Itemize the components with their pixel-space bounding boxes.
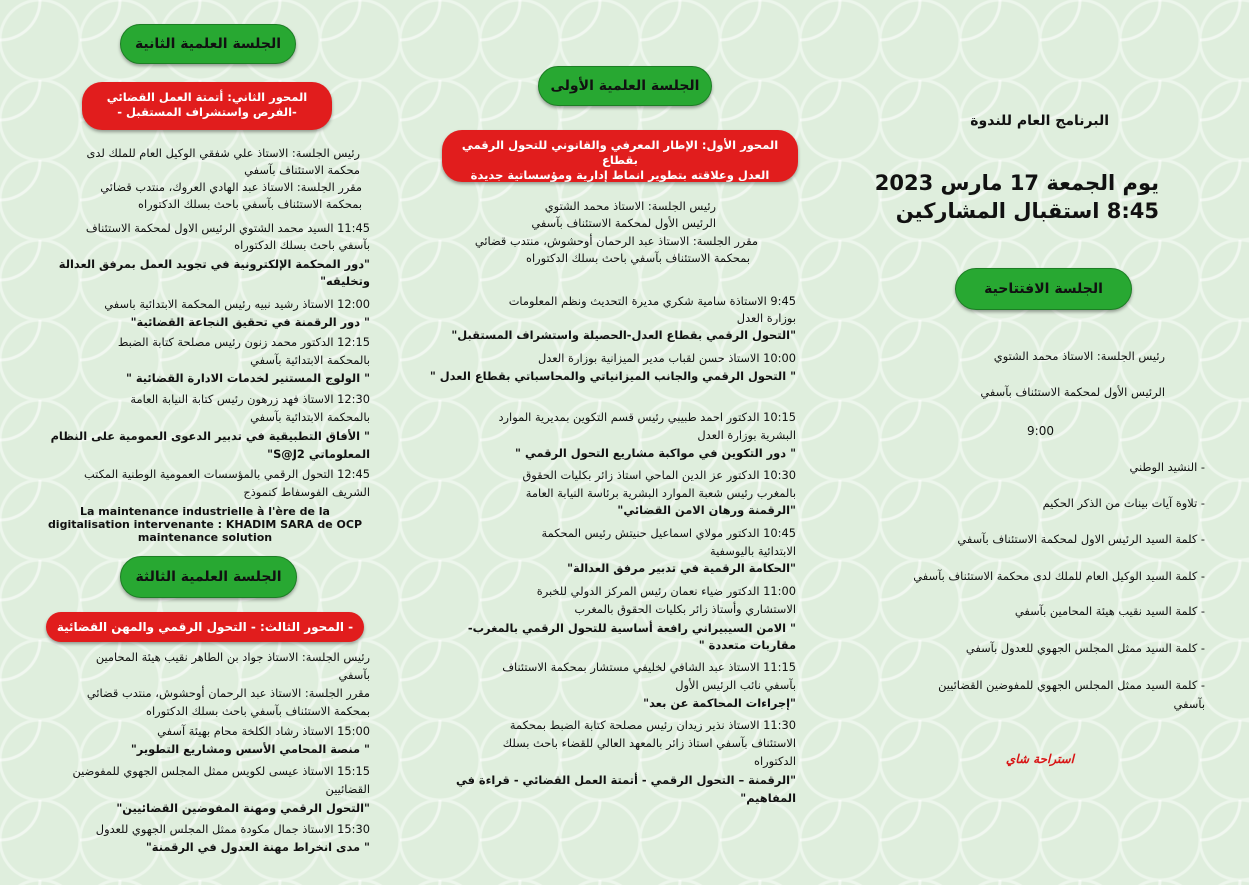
session2-line: "دور المحكمة الإلكترونية في تجويد العمل بمرفق العدالة bbox=[58, 257, 370, 271]
event-date: يوم الجمعة 17 مارس 2023 bbox=[874, 171, 1159, 195]
session1-line: بآسفي نائب الرئيس الأول bbox=[675, 678, 796, 692]
session1-line: 10:15 الدكتور احمد طبيبي رئيس قسم التكوين بمديرية الموارد bbox=[498, 410, 796, 424]
session1-line: "الرقمنة ورهان الامن القضائي" bbox=[617, 503, 796, 517]
session1-line: 10:30 الدكتور عز الدين الماحي استاذ زائر بكليات الحقوق bbox=[522, 468, 796, 482]
session1-line: بالمغرب رئيس شعبة الموارد البشرية برئاسة النيابة العامة bbox=[525, 486, 796, 500]
session1-line: 10:45 الدكتور مولاي اسماعيل حنيتش رئيس المحكمة bbox=[541, 526, 796, 540]
session1-line: "التحول الرقمي بقطاع العدل-الحصيلة واستشراف المستقبل" bbox=[451, 328, 796, 342]
session3-line: رئيس الجلسة: الاستاذ جواد بن الطاهر نقيب هيئة المحامين bbox=[95, 650, 370, 664]
second-axis-banner bbox=[82, 82, 332, 130]
second-session-pill: الجلسة العلمية الثانية bbox=[120, 24, 296, 64]
first-axis-banner bbox=[442, 130, 798, 182]
session1-line: الدكتوراه bbox=[754, 754, 796, 768]
first-axis-line: المحور الأول: الإطار المعرفي والقانوني للتحول الرقمي بقطاع bbox=[461, 138, 779, 167]
left-panel bbox=[0, 0, 410, 885]
session1-line: بوزارة العدل bbox=[736, 311, 796, 325]
session1-line: 11:00 الدكتور ضياء نعمان رئيس المركز الدولي للخبرة bbox=[536, 584, 796, 598]
opening-item: - كلمة السيد نقيب هيئة المحامين بآسفي bbox=[1014, 604, 1205, 618]
session2-line: محكمة الاستئناف بآسفي bbox=[244, 163, 360, 177]
session2-line: " الولوج المستنير لخدمات الادارة القضائية " bbox=[125, 371, 370, 385]
session1-line: الابتدائية باليوسفية bbox=[709, 544, 796, 558]
session1-line: "الحكامة الرقمية في تدبير مرفق العدالة" bbox=[567, 561, 796, 575]
session2-line: مقرر الجلسة: الاستاذ عبد الهادي العروك، منتدب قضائي bbox=[100, 180, 362, 194]
opening-item: - كلمة السيد الرئيس الاول لمحكمة الاستئناف بآسفي bbox=[957, 532, 1205, 546]
session1-line: 10:00 الاستاذ حسن لقباب مدير الميزانية بوزارة العدل bbox=[537, 351, 796, 365]
session2-line: بمحكمة الاستئناف بآسفي باحث بسلك الدكتوراه bbox=[138, 197, 362, 211]
third-axis-banner: المحور الثالث: - التحول الرقمي والمهن القضائية - bbox=[46, 612, 364, 642]
session2-latin-line: digitalisation intervenante : KHADIM SARA de OCP bbox=[47, 518, 363, 531]
opening-session-pill: الجلسة الافتتاحية bbox=[955, 268, 1132, 310]
session1-line: مقرر الجلسة: الاستاذ عبد الرحمان أوحشوش، منتدب قضائي bbox=[474, 234, 758, 248]
program-title: البرنامج العام للندوة bbox=[970, 113, 1109, 129]
second-axis-line: المحور الثاني: أتمتة العمل القضائي bbox=[106, 90, 308, 104]
session1-line: 11:30 الاستاذ نذير زيدان رئيس مصلحة كتابة الضبط بمحكمة bbox=[509, 718, 796, 732]
session2-line: " الأفاق التطبيقية في تدبير الدعوى العمومية على النظام bbox=[50, 429, 370, 443]
session1-line: " التحول الرقمي والجانب الميزانياتي والمحاسباتي بقطاع العدل " bbox=[429, 369, 796, 383]
opening-item: - كلمة السيد ممثل المجلس الجهوي للمفوضين القضائيين bbox=[938, 678, 1205, 692]
session1-line: بمحكمة الاستئناف بآسفي باحث بسلك الدكتوراه bbox=[526, 251, 750, 265]
session1-line: الاستشاري وأستاذ زائر بكليات الحقوق بالمغرب bbox=[574, 602, 796, 616]
session2-line: " دور الرقمنة في تحقيق النجاعة القضائية" bbox=[130, 315, 370, 329]
opening-time: 9:00 bbox=[1027, 424, 1054, 438]
session2-line: بالمحكمة الابتدائية بآسفي bbox=[250, 353, 370, 367]
reception-time: 8:45 استقبال المشاركين bbox=[895, 199, 1159, 223]
second-axis-line: - الفرص واستشراف المستقبل- bbox=[117, 105, 297, 119]
first-axis-line: العدل وعلاقته بتطوير انماط إدارية ومؤسساتية جديدة bbox=[470, 168, 770, 182]
session1-line: رئيس الجلسة: الاستاذ محمد الشتوي bbox=[544, 199, 716, 213]
session2-line: بالمحكمة الابتدائية بآسفي bbox=[250, 410, 370, 424]
session2-line: 12:15 الدكتور محمد زنون رئيس مصلحة كتابة الضبط bbox=[117, 335, 370, 349]
opening-item: - تلاوة آيات بينات من الذكر الحكيم bbox=[1042, 496, 1205, 510]
session2-line: 12:45 التحول الرقمي بالمؤسسات العمومية الوطنية المكتب bbox=[83, 467, 370, 481]
session3-line: القضائيين bbox=[325, 782, 370, 796]
session2-line: رئيس الجلسة: الاستاذ علي شفقي الوكيل العام للملك لدى bbox=[86, 146, 360, 160]
middle-panel bbox=[429, 0, 812, 885]
opening-item: - كلمة السيد ممثل المجلس الجهوي للعدول بآسفي bbox=[965, 641, 1205, 655]
opening-item: بآسفي bbox=[1173, 697, 1205, 711]
session1-line: 9:45 الاستاذة سامية شكري مديرة التحديث ونظم المعلومات bbox=[508, 294, 796, 308]
session3-line: 15:30 الاستاذ جمال مكودة ممثل المجلس الجهوي للعدول bbox=[95, 822, 370, 836]
session2-latin-line: La maintenance industrielle à l'ère de la bbox=[80, 505, 330, 518]
session3-line: 15:15 الاستاذ عيسى لكويس ممثل المجلس الجهوي للمفوضين bbox=[72, 764, 370, 778]
third-session-pill: الجلسة العلمية الثالثة bbox=[120, 556, 297, 598]
session1-line: 11:15 الاستاذ عبد الشافي لخليفي مستشار بمحكمة الاستئناف bbox=[502, 660, 796, 674]
session1-line: مقاربات متعددة " bbox=[698, 638, 796, 652]
session1-line: "إجراءات المحاكمة عن بعد" bbox=[643, 696, 796, 710]
session2-line: 12:30 الاستاذ فهد زرهون رئيس كتابة النيابة العامة bbox=[130, 392, 370, 406]
session1-line: الاستئناف بآسفي استاذ زائر بالمعهد العالي للقضاء باحث بسلك bbox=[502, 736, 796, 750]
session2-line: 12:00 الاستاذ رشيد نبيه رئيس المحكمة الابتدائية باسفي bbox=[104, 297, 370, 311]
right-panel bbox=[850, 0, 1249, 885]
opening-item: - كلمة السيد الوكيل العام للملك لدى محكمة الاستئناف بآسفي bbox=[913, 569, 1205, 583]
session3-line: بمحكمة الاستئناف بآسفي باحث بسلك الدكتوراه bbox=[146, 704, 370, 718]
opening-item: - النشيد الوطني bbox=[1129, 460, 1205, 474]
session1-line: الرئيس الأول لمحكمة الاستئناف بآسفي bbox=[531, 216, 716, 230]
first-session-pill: الجلسة العلمية الأولى bbox=[538, 66, 712, 106]
session1-line: " الامن السيبيراني رافعة أساسية للتحول الرقمي بالمغرب- bbox=[467, 621, 796, 635]
session1-line: " دور التكوين في مواكبة مشاريع التحول الرقمي " bbox=[515, 446, 796, 460]
session2-line: 11:45 السيد محمد الشتوي الرئيس الاول لمحكمة الاستئناف bbox=[85, 221, 370, 235]
session2-line: وتخليقه" bbox=[320, 274, 370, 288]
opening-chair: رئيس الجلسة: الاستاذ محمد الشتوي bbox=[993, 349, 1165, 363]
session3-line: مقرر الجلسة: الاستاذ عبد الرحمان أوحشوش، منتدب قضائي bbox=[86, 686, 370, 700]
session1-line: المفاهيم" bbox=[740, 791, 796, 805]
session2-latin-line: maintenance solution bbox=[137, 531, 273, 544]
opening-chair-title: الرئيس الأول لمحكمة الاستئناف بآسفي bbox=[980, 385, 1165, 399]
session2-line: بآسفي باحث بسلك الدكتوراه bbox=[234, 238, 370, 252]
session3-line: "التحول الرقمي ومهنة المفوضين القضائيين" bbox=[116, 801, 370, 815]
session3-line: " مدى انخراط مهنة العدول في الرقمنة" bbox=[145, 840, 370, 854]
tea-break: استراحة شاي bbox=[1005, 752, 1074, 766]
session1-line: "الرقمنة – التحول الرقمي - أتمتة العمل القضائي - قراءة في bbox=[455, 773, 796, 787]
session2-line: المعلوماتي S@J2" bbox=[267, 447, 370, 461]
session3-line: بآسفي bbox=[338, 668, 370, 682]
session1-line: البشرية بوزارة العدل bbox=[697, 428, 796, 442]
session3-line: " منصة المحامي الأسس ومشاريع التطوير" bbox=[130, 742, 370, 756]
session3-line: 15:00 الاستاذ رشاد الكلخة محام بهيئة آسفي bbox=[157, 724, 370, 738]
session2-line: الشريف الفوسفاط كنموذج bbox=[243, 485, 370, 499]
